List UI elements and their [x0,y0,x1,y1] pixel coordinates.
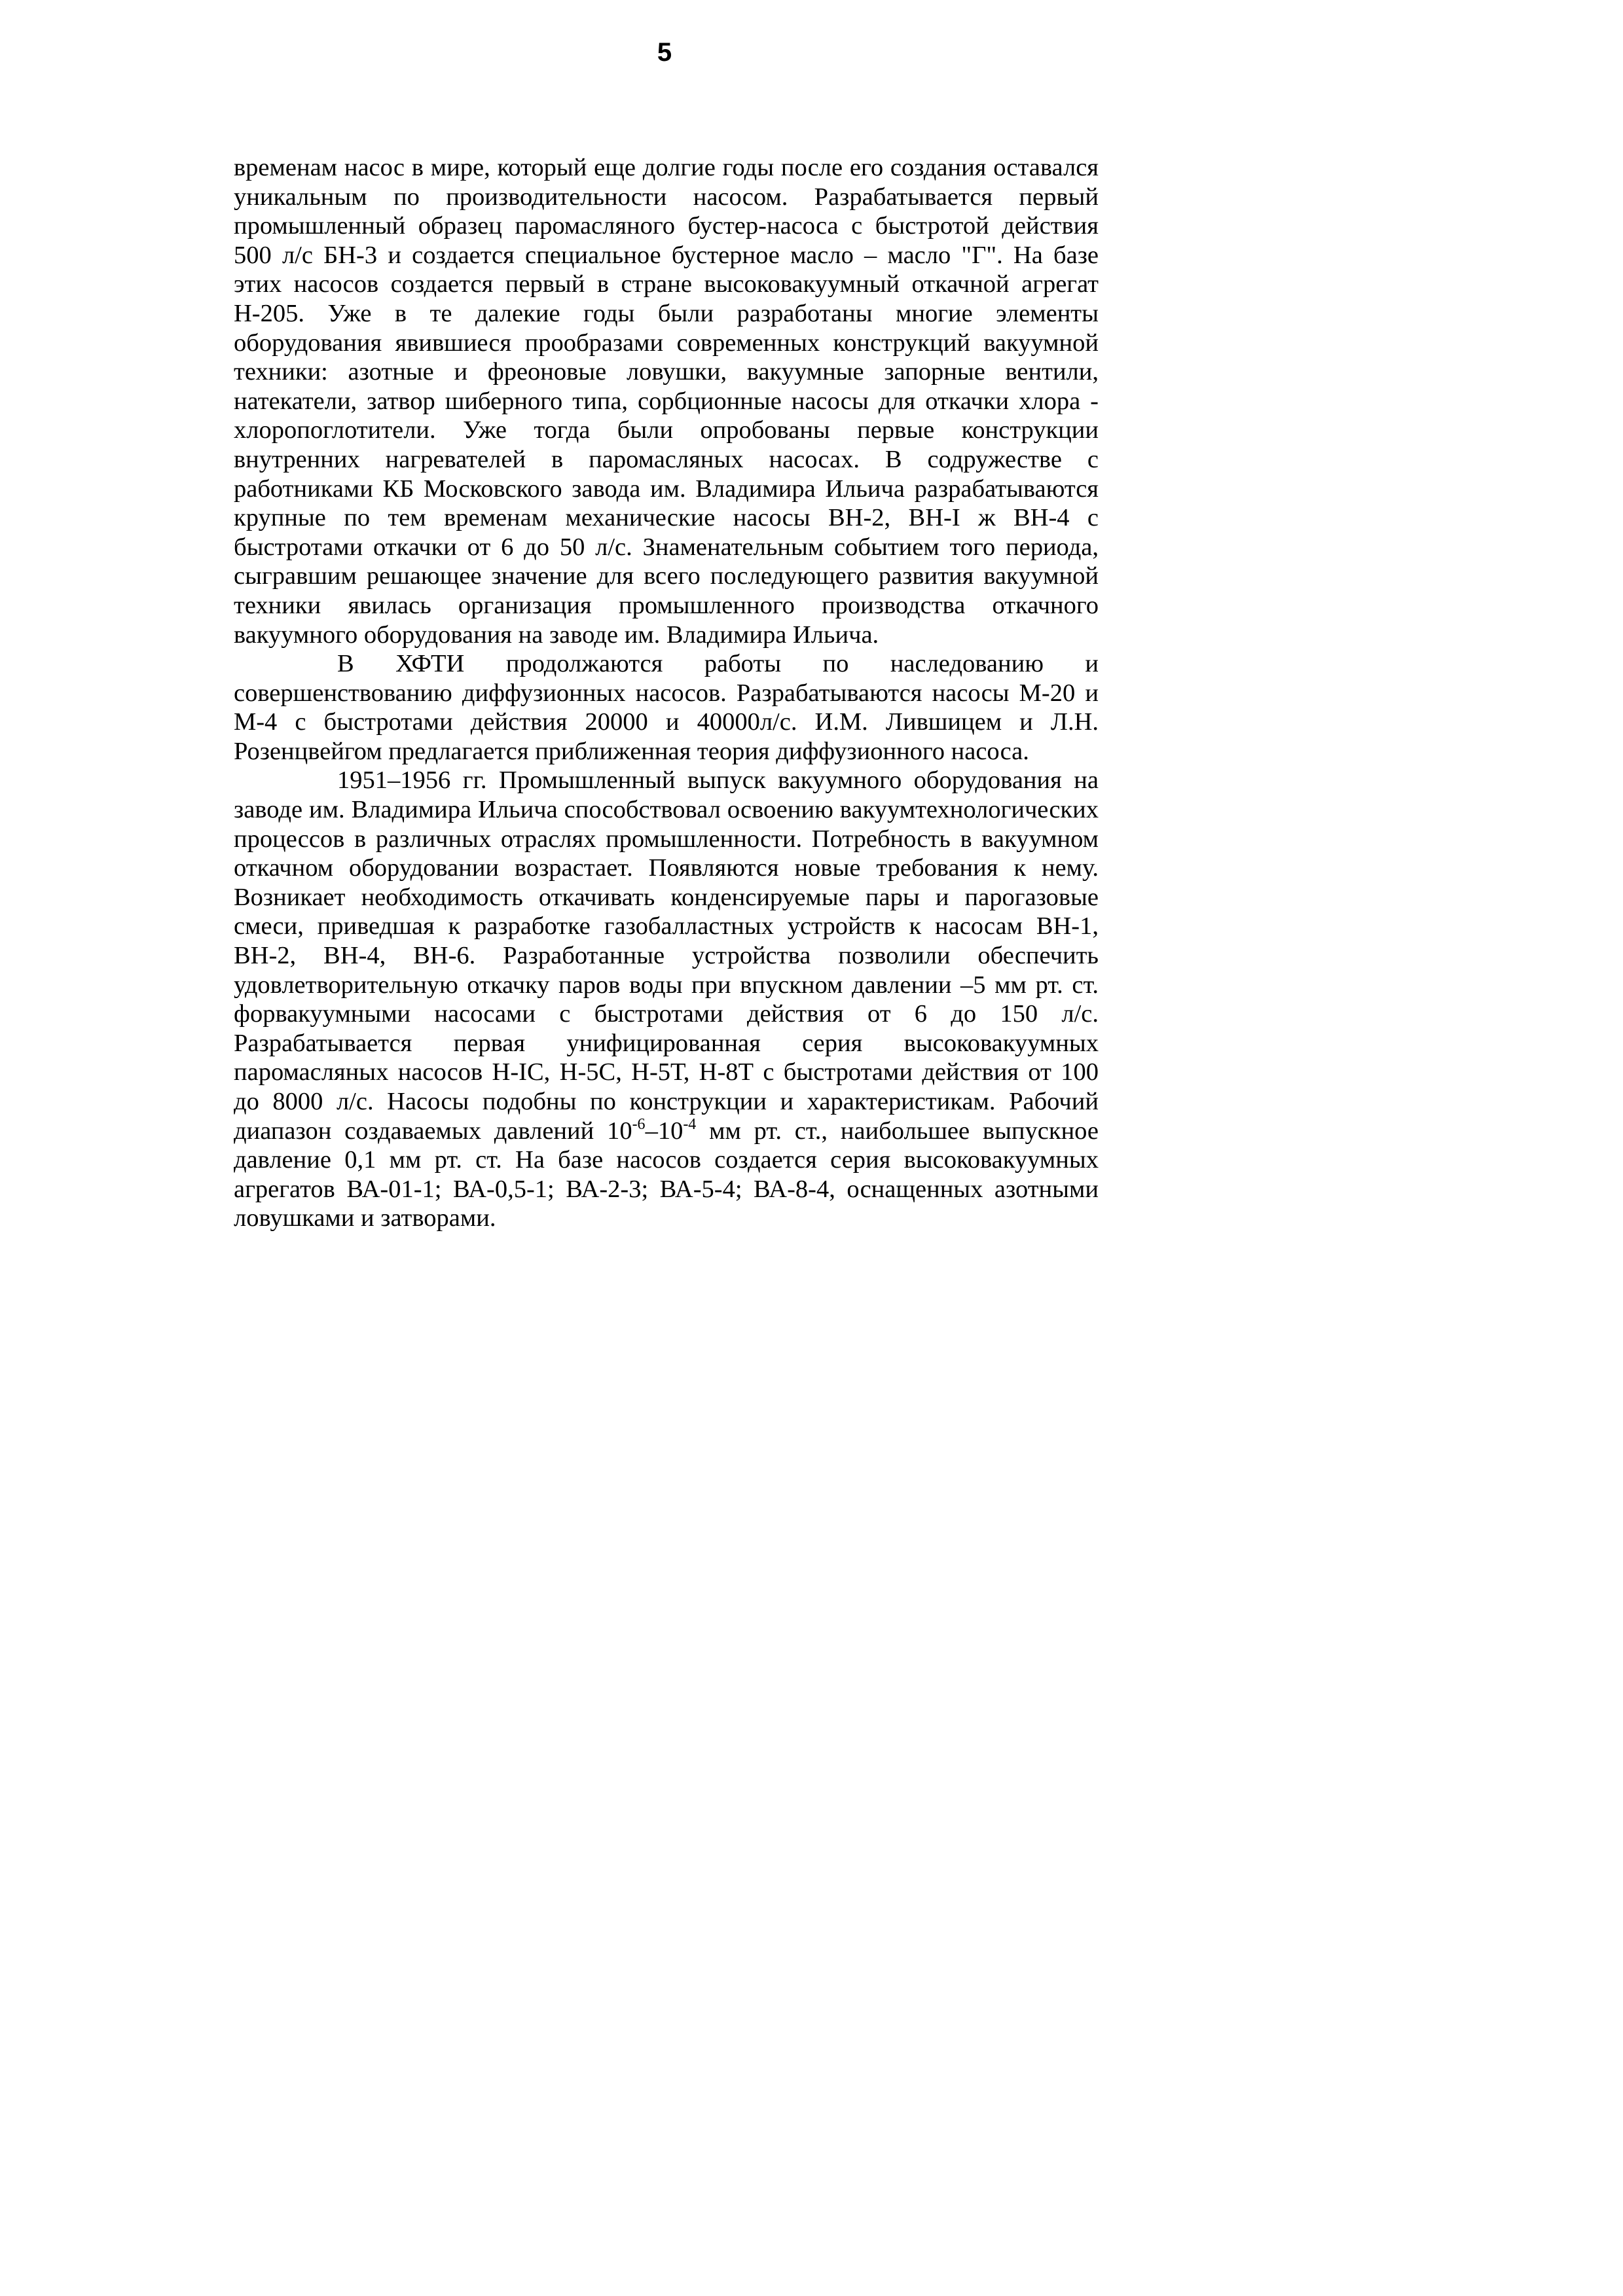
pressure-exponent-1: -6 [632,1115,646,1133]
paragraph-3-text-before: 1951–1956 гг. Промышленный выпуск вакуумного оборудования на заводе им. Владимира Ильича способствовал освоению вакуумтехнологических процессов в различных отраслях промышленности. Потребность в вакуумном откачном оборудовании возрастает. Появляются новые требования к нему. Возникает необходимость откачивать конденсируемые пары и парогазовые смеси, приведшая к разработке газобалластных устройств к насосам ВН-1, ВН-2, ВН-4, ВН-6. Разработанные устройства позволили обеспечить удовлетворительную откачку паров воды при впускном давлении –5 мм рт. ст. форвакуумными насосами с быстротами действия от 6 до 150 л/с. Разрабатывается первая унифицированная серия высоковакуумных паромасляных насосов Н-IC, Н-5С, Н-5Т, Н-8Т с быстротами действия от 100 до 8000 л/с. Насосы подобны по конструкции и характеристикам. Рабочий диапазон создаваемых давлений [234,766,1099,1145]
paragraph-1: временам насос в мире, который еще долгие годы после его создания оставался уникальным по производительности насосом. Разрабатывается первый промышленный образец паромасляного бустер-насоса с быстротой действия 500 л/с БН-3 и создается специальное бустерное масло – масло "Г". На базе этих насосов создается первый в стране высоковакуумный откачной агрегат Н-205. Уже в те далекие годы были разработаны многие элементы оборудования явившиеся прообразами современных конструкций вакуумной техники: азотные и фреоновые ловушки, вакуумные запорные вентили, натекатели, затвор шиберного типа, сорбционные насосы для откачки хлора - хлоропоглотители. Уже тогда были опробованы первые конструкции внутренних нагревателей в паромасляных насосах. В содружестве с работниками КБ Московского завода им. Владимира Ильича разрабатываются крупные по тем временам механические насосы ВН-2, ВН-I ж ВН-4 с быстротами откачки от 6 до 50 л/с. Знаменательным событием того периода, сыгравшим решающее значение для всего последующего развития вакуумной техники явилась организация промышленного производства откачного вакуумного оборудования на заводе им. Владимира Ильича. [234,154,1099,649]
pressure-base-1: 10 [607,1117,632,1145]
range-dash: – [645,1117,658,1145]
body-text [234,153,1099,1233]
pressure-base-2: 10 [657,1117,684,1145]
page-number: 5 [657,38,672,67]
pressure-exponent-2: -4 [683,1115,697,1133]
paragraph-2: В ХФТИ продолжаются работы по наследованию и совершенствованию диффузионных насосов. Разрабатываются насосы М-20 и М-4 с быстротами действия 20000 и 40000л/с. И.М. Лившицем и Л.Н. Розенцвейгом предлагается приближенная теория диффузионного насоса. [234,650,1099,765]
paragraph-3-text-after: мм рт. ст., наибольшее выпускное давление 0,1 мм рт. ст. На базе насосов создается серия высоковакуумных агрегатов ВА-01-1; ВА-0,5-1; ВА-2-3; ВА-5-4; ВА-8-4, оснащенных азотными ловушками и затворами. [234,1117,1099,1232]
paragraph-3 [234,766,1099,1233]
